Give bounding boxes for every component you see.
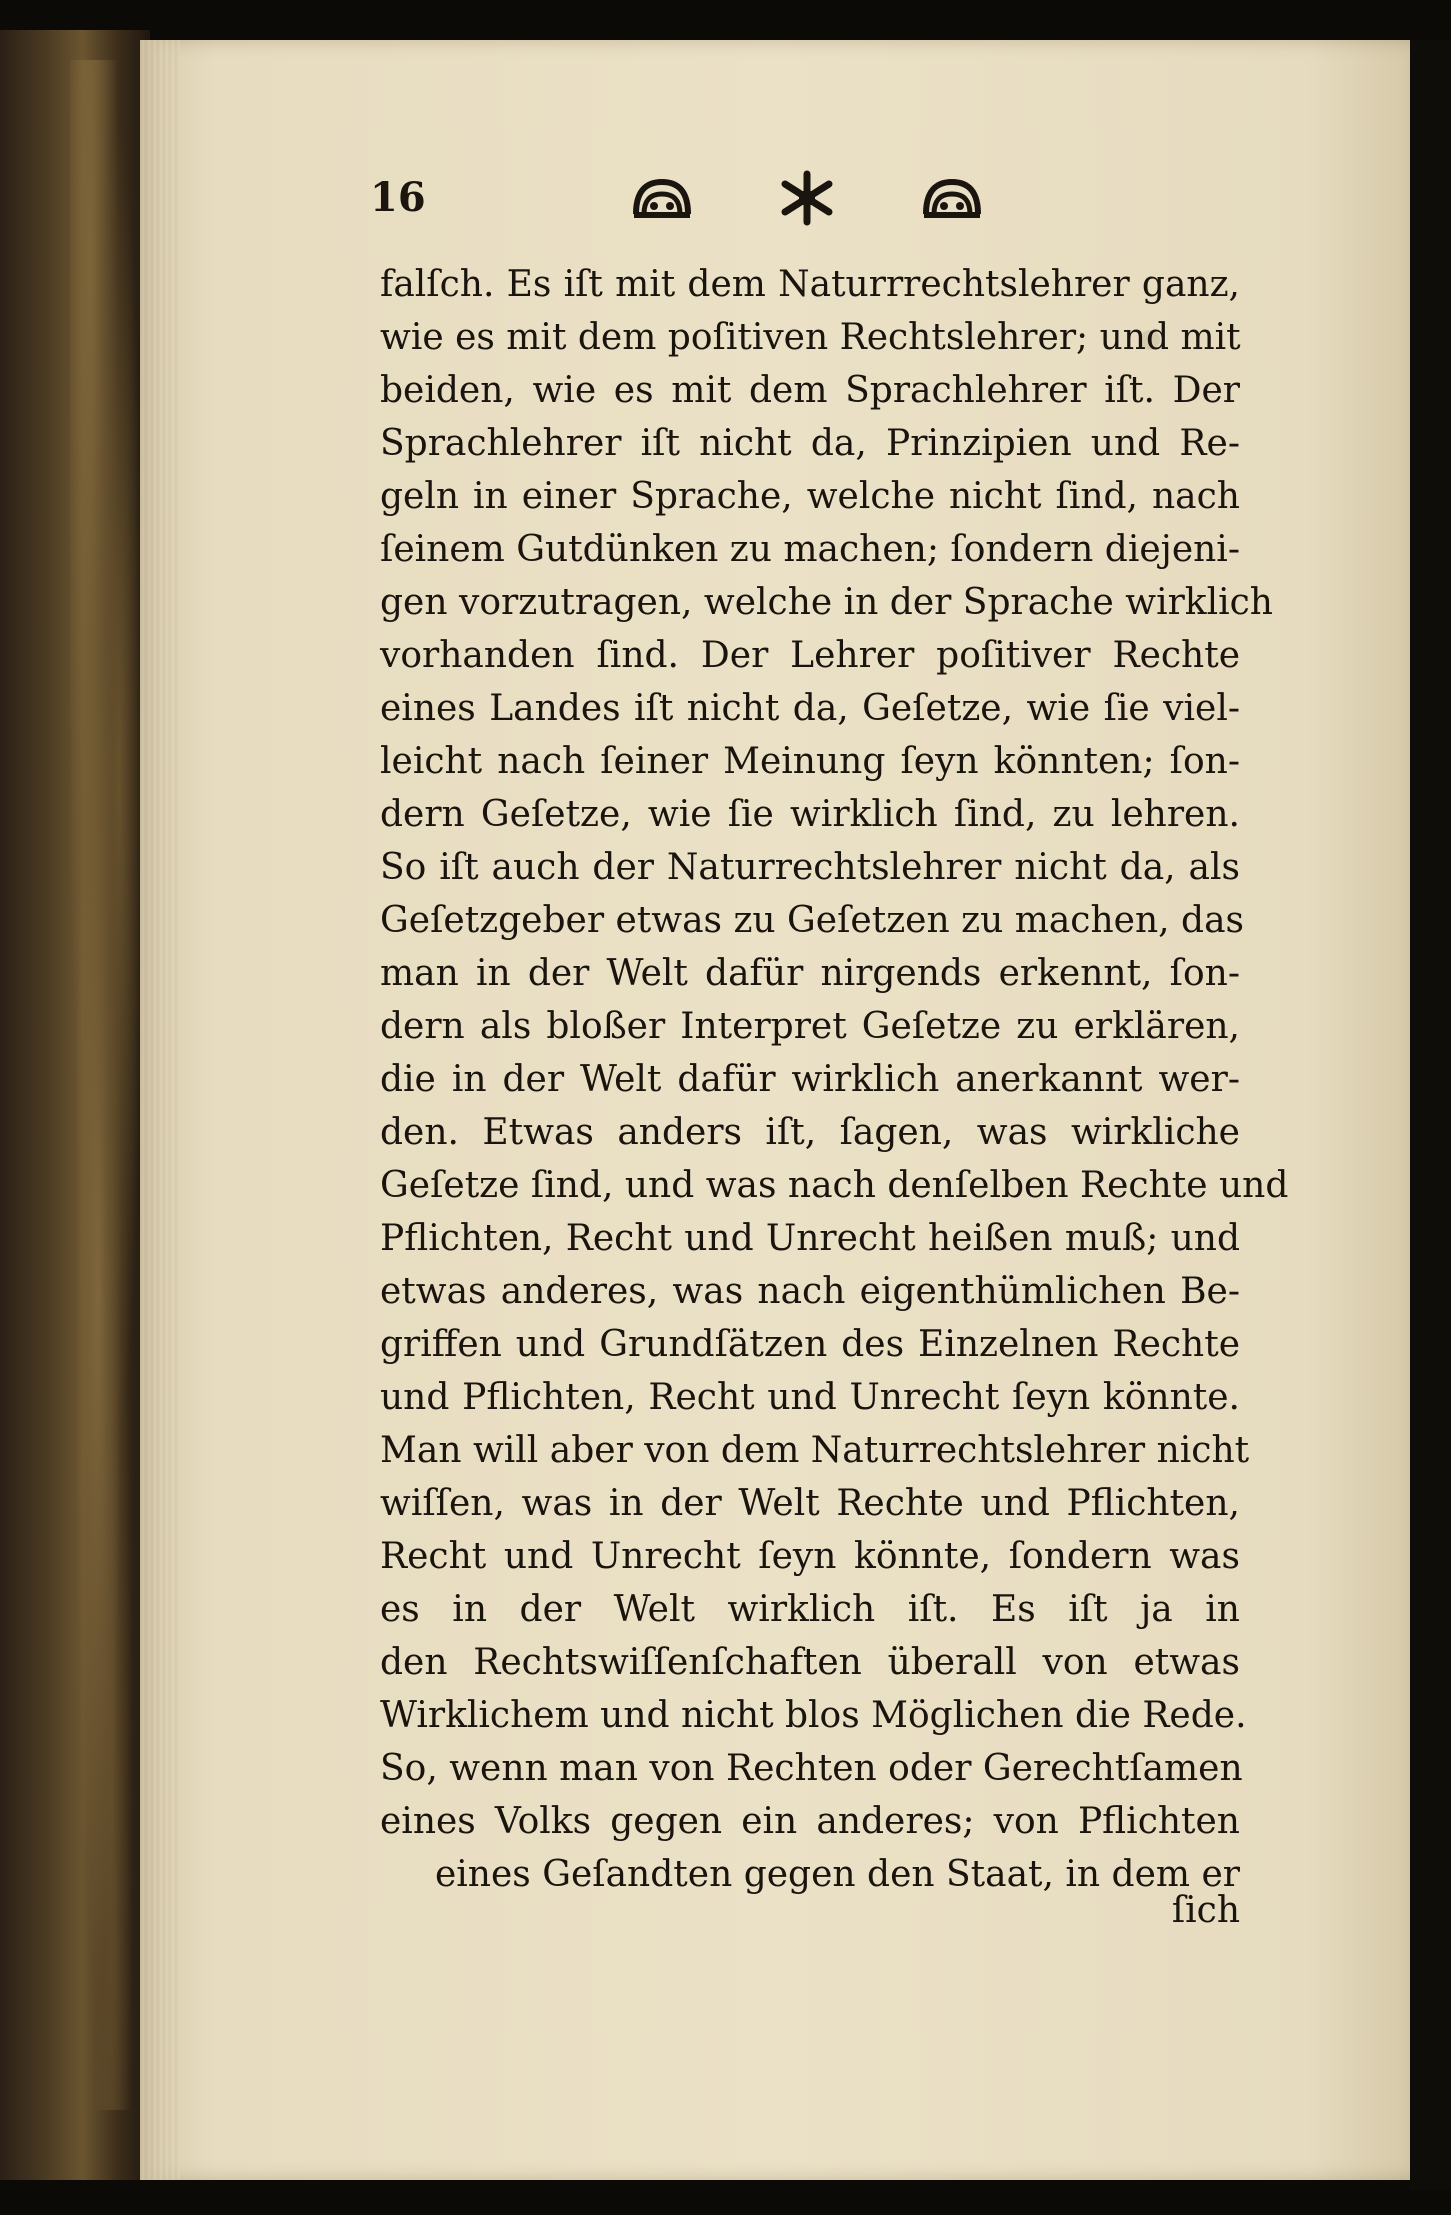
body-text [380, 258, 1289, 1901]
star-ornament-icon [775, 168, 839, 228]
running-header [370, 168, 1220, 238]
text-line: Man will aber von dem Naturrechtslehrer nicht [380, 1430, 1250, 1471]
text-line: eines Geſandten gegen den Staat, in dem er [434, 1854, 1240, 1895]
text-line: leicht nach ſeiner Meinung ſeyn könnten; ſon- [380, 741, 1240, 782]
text-line: wie es mit dem poſitiven Rechtslehrer; und mit [380, 317, 1241, 358]
text-line: eines Landes iſt nicht da, Geſetze, wie ſie viel- [380, 688, 1240, 729]
text-line: Wirklichem und nicht blos Möglichen die Rede. [380, 1695, 1247, 1736]
text-line: So, wenn man von Rechten oder Gerechtſamen [380, 1748, 1243, 1789]
text-line: Pflichten, Recht und Unrecht heißen muß; und [380, 1218, 1240, 1259]
text-line: und Pflichten, Recht und Unrecht ſeyn könnte. [380, 1377, 1240, 1418]
text-line: den. Etwas anders iſt, ſagen, was wirkliche [380, 1112, 1240, 1153]
text-line: beiden, wie es mit dem Sprachlehrer iſt. Der [380, 370, 1240, 411]
text-line: Recht und Unrecht ſeyn könnte, ſondern was [380, 1536, 1240, 1577]
catchword: ſich [1171, 1890, 1240, 1931]
text-line: dern Geſetze, wie ſie wirklich ſind, zu lehren. [380, 794, 1240, 835]
facing-page-edge [1410, 40, 1451, 2190]
text-line: So iſt auch der Naturrechtslehrer nicht da, als [380, 847, 1240, 888]
text-line: griffen und Grundſätzen des Einzelnen Rechte [380, 1324, 1240, 1365]
spine-marbling [70, 60, 140, 2110]
text-line: geln in einer Sprache, welche nicht ſind, nach [380, 476, 1240, 517]
text-line: den Rechtswiſſenſchaften überall von etwas [380, 1642, 1240, 1683]
text-line: Sprachlehrer iſt nicht da, Prinzipien und Re- [380, 423, 1240, 464]
text-line: Geſetze ſind, und was nach denſelben Rechte und [380, 1165, 1289, 1206]
text-line: Geſetzgeber etwas zu Geſetzen zu machen, das [380, 900, 1244, 941]
text-line: ſeinem Gutdünken zu machen; ſondern diejeni- [380, 529, 1240, 570]
text-line: dern als bloßer Interpret Geſetze zu erklären, [380, 1006, 1240, 1047]
page-number: 16 [370, 174, 426, 221]
text-line: die in der Welt dafür wirklich anerkannt wer- [380, 1059, 1240, 1100]
text-line: man in der Welt dafür nirgends erkennt, ſon- [380, 953, 1240, 994]
text-line: wiſſen, was in der Welt Rechte und Pflichten, [380, 1483, 1240, 1524]
vine-ornament-left-icon [630, 168, 694, 228]
text-line: vorhanden ſind. Der Lehrer poſitiver Rechte [380, 635, 1240, 676]
text-line: es in der Welt wirklich iſt. Es iſt ja in [380, 1589, 1240, 1630]
text-line: gen vorzutragen, welche in der Sprache wirklich [380, 582, 1273, 623]
text-line: etwas anderes, was nach eigenthümlichen Be- [380, 1271, 1240, 1312]
vine-ornament-right-icon [920, 168, 984, 228]
page-edges [140, 40, 180, 2180]
text-line: eines Volks gegen ein anderes; von Pflichten [380, 1801, 1240, 1842]
text-line: falſch. Es iſt mit dem Naturrrechtslehrer ganz, [380, 264, 1240, 305]
